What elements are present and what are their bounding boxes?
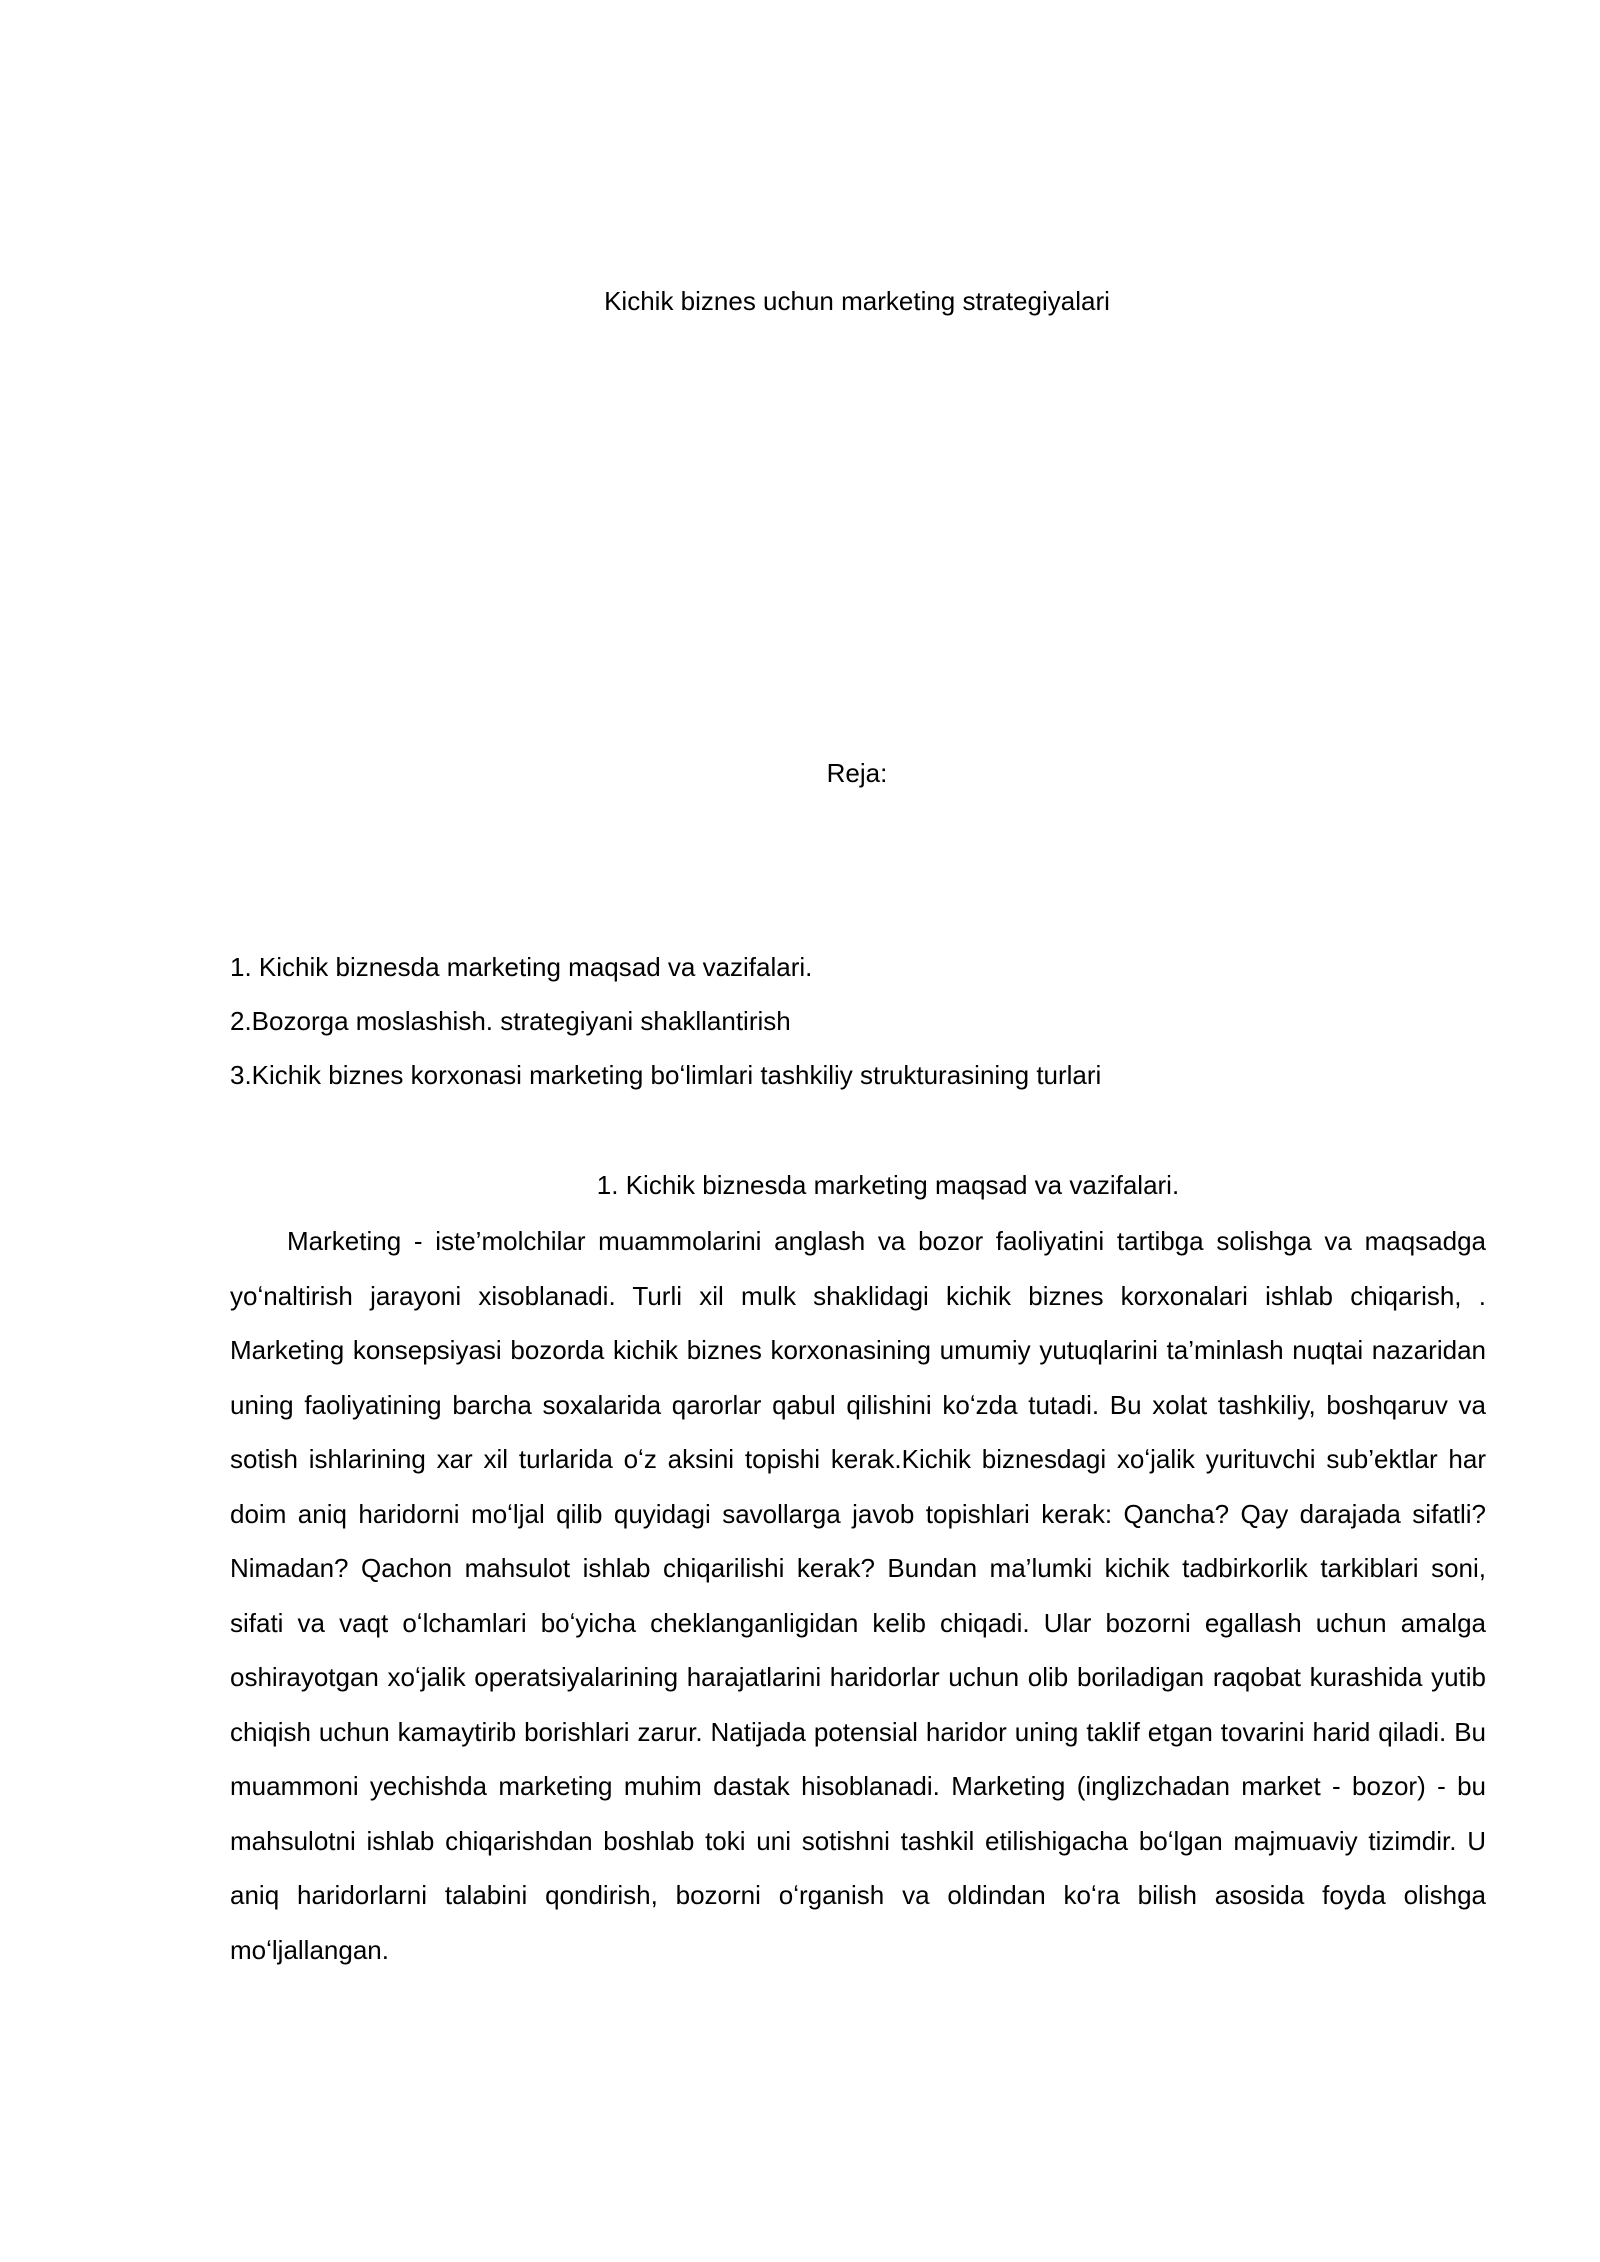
plan-item-3: 3.Kichik biznes korxonasi marketing boʻlimlari tashkiliy strukturasining turlari [230, 1060, 1102, 1090]
plan-item-2: 2.Bozorga moslashish. strategiyani shakllantirish [230, 1006, 791, 1036]
plan-list [230, 940, 1490, 1102]
section-body-paragraph: Marketing - iste’molchilar muammolarini anglash va bozor faoliyatini tartibga solishga va maqsadga yoʻnaltirish jarayoni xisoblanadi. Turli xil mulk shaklidagi kichik biznes korxonalari ishlab chiqarish, . Marketing konsepsiyasi bozorda kichik biznes korxonasining umumiy yutuqlarini ta’minlash nuqtai nazaridan uning faoliyatining barcha soxalarida qarorlar qabul qilishini koʻzda tutadi. Bu xolat tashkiliy, boshqaruv va sotish ishlarining xar xil turlarida oʻz aksini topishi kerak.Kichik biznesdagi xoʻjalik yurituvchi sub’ektlar har doim aniq haridorni moʻljal qilib quyidagi savollarga javob topishlari kerak: Qancha? Qay darajada sifatli? Nimadan? Qachon mahsulot ishlab chiqarilishi kerak? Bundan ma’lumki kichik tadbirkorlik tarkiblari soni, sifati va vaqt oʻlchamlari boʻyicha cheklanganligidan kelib chiqadi. Ular bozorni egallash uchun amalga oshirayotgan xoʻjalik operatsiyalarining harajatlarini haridorlar uchun olib boriladigan raqobat kurashida yutib chiqish uchun kamaytirib borishlari zarur. Natijada potensial haridor uning taklif etgan tovarini harid qiladi. Bu muammoni yechishda marketing muhim dastak hisoblanadi. Marketing (inglizchadan market - bozor) - bu mahsulotni ishlab chiqarishdan boshlab toki uni sotishni tashkil etilishigacha boʻlgan majmuaviy tizimdir. U aniq haridorlarni talabini qondirish, bozorni oʻrganish va oldindan koʻra bilish asosida foyda olishga moʻljallangan. [230, 1226, 1486, 1965]
document-title: Kichik biznes uchun marketing strategiyalari [604, 286, 1110, 316]
section-heading: 1. Kichik biznesda marketing maqsad va vazifalari. [596, 1170, 1180, 1200]
plan-item-1: 1. Kichik biznesda marketing maqsad va vazifalari. [230, 952, 813, 982]
plan-heading: Reja: [826, 758, 888, 788]
